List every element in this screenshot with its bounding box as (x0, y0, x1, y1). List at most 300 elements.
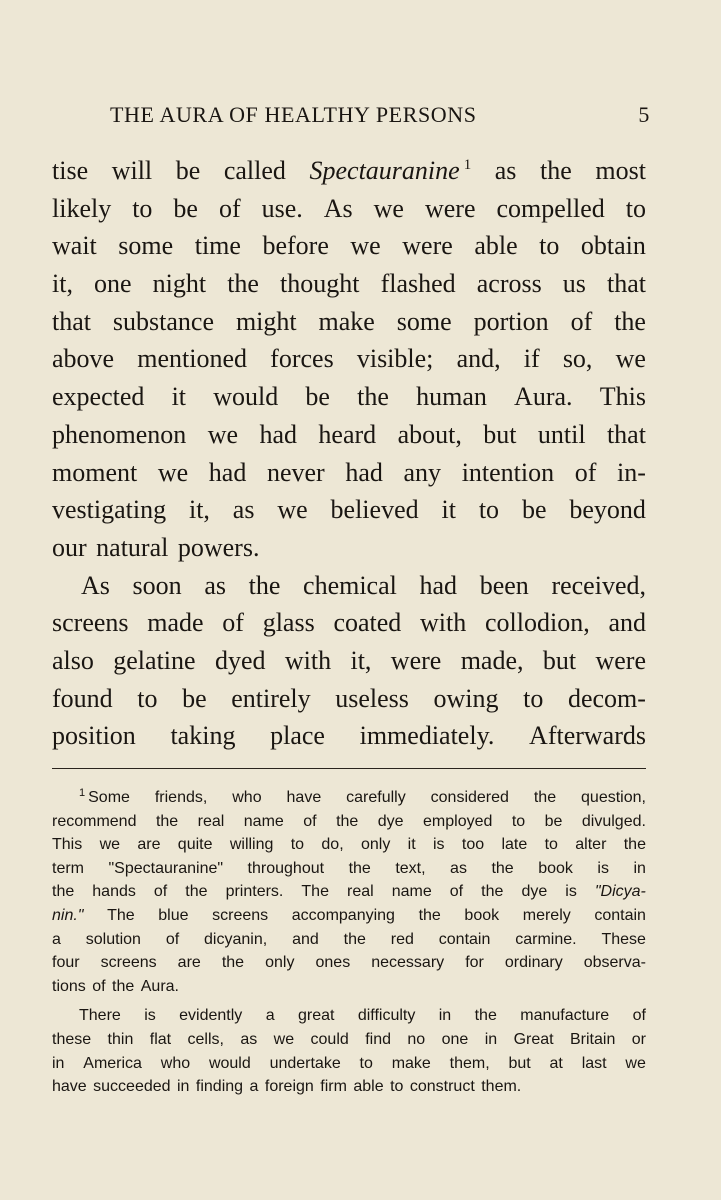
word: of (574, 457, 597, 487)
footnotes (52, 786, 646, 1099)
word: are (177, 954, 201, 972)
word: be (305, 382, 330, 412)
word: any (403, 457, 442, 487)
word: are (137, 836, 161, 854)
word: dyed (214, 645, 266, 675)
word: one (94, 269, 132, 299)
word: is (144, 1007, 156, 1025)
word: it, (350, 645, 372, 675)
word: phenomenon (52, 419, 187, 449)
word: who (160, 1054, 191, 1072)
word: too (461, 836, 485, 854)
word: we (99, 836, 121, 854)
word: had (259, 419, 297, 449)
word: place (270, 721, 325, 751)
word: owing (433, 683, 499, 713)
word: ones (315, 954, 351, 972)
word: have (52, 1078, 87, 1096)
word: had (345, 457, 383, 487)
word: will (111, 156, 153, 185)
footnote-line (52, 857, 646, 881)
word: thought (280, 269, 360, 299)
text-line (52, 680, 646, 718)
text-line (52, 454, 646, 492)
word: the (248, 570, 281, 600)
word: considered (430, 789, 509, 806)
word: do, (321, 836, 344, 854)
word: never (266, 457, 325, 487)
word: who (232, 789, 262, 806)
word: the (491, 859, 514, 877)
word: America (83, 1054, 142, 1072)
footnote-line (52, 810, 646, 834)
word: screens (52, 608, 129, 638)
word: solution (85, 930, 141, 948)
word: ordinary (504, 954, 563, 972)
word-emphasis (310, 152, 472, 190)
text-line (52, 604, 646, 642)
word: as (494, 156, 517, 185)
word: real (347, 883, 374, 901)
text-line (52, 227, 646, 265)
word: the (155, 812, 179, 830)
word: decom- (567, 683, 646, 713)
word: to (390, 1078, 404, 1096)
word: soon (132, 570, 182, 600)
word: received, (551, 570, 646, 600)
text-line (52, 416, 646, 454)
word: immediately. (359, 721, 495, 751)
word: is (433, 836, 445, 854)
word: real (197, 812, 225, 830)
word: the (348, 859, 371, 877)
word: the (481, 883, 504, 901)
word: only (360, 836, 391, 854)
word: the (227, 269, 259, 299)
word: to (511, 812, 526, 830)
word: as (240, 1030, 258, 1048)
word: likely (52, 193, 112, 223)
word: for (465, 954, 484, 972)
word: we (277, 495, 308, 525)
word: also (52, 645, 94, 675)
word: in (484, 1030, 498, 1048)
word: Britain (569, 1030, 616, 1048)
word: expected (52, 382, 145, 412)
text-line (52, 190, 646, 228)
word: we (350, 231, 381, 261)
word: if (523, 344, 540, 374)
page-number: 5 (638, 102, 650, 127)
word: the (343, 930, 366, 948)
word: the (221, 954, 245, 972)
text-line (52, 265, 646, 303)
word: dicyanin, (204, 930, 268, 948)
word: evidently (179, 1007, 243, 1025)
word: be (173, 193, 198, 223)
word: is (597, 859, 609, 877)
word: screens (212, 906, 269, 924)
word: to (132, 193, 153, 223)
word: but (483, 419, 517, 449)
word: the (336, 812, 359, 830)
word: blue (158, 906, 189, 924)
word: found (52, 683, 113, 713)
footnote-line (52, 904, 646, 928)
word: of (153, 883, 168, 901)
word: the (540, 156, 572, 185)
word: throughout (247, 859, 325, 877)
word: quite (177, 836, 213, 854)
word: find (365, 1030, 391, 1048)
word: mentioned (137, 344, 248, 374)
word: contain (594, 906, 646, 924)
word: able (474, 231, 518, 261)
word: the (474, 1007, 497, 1025)
word: the (112, 977, 135, 995)
word-emphasis: nin." (52, 906, 84, 924)
word: had (419, 570, 458, 600)
word: one (441, 1030, 469, 1048)
word: necessary (371, 954, 445, 972)
word: book (538, 859, 573, 877)
word: us (562, 269, 586, 299)
word: This (52, 836, 83, 854)
footnote-first-word (79, 786, 130, 810)
word: Spectauranine (309, 156, 460, 185)
word: night (152, 269, 207, 299)
word: it (441, 495, 456, 525)
word: useless (335, 683, 409, 713)
word: entirely (231, 683, 311, 713)
word: the (185, 883, 208, 901)
footnote-line (52, 1028, 646, 1052)
word: thin (107, 1030, 134, 1048)
word: in- (617, 457, 646, 487)
word: we (273, 1030, 295, 1048)
word: with (420, 608, 467, 638)
word: obtain (580, 231, 646, 261)
word: a (52, 930, 61, 948)
word: called (223, 156, 286, 185)
word: This (599, 382, 646, 412)
word: screens (100, 954, 157, 972)
word: the (357, 382, 389, 412)
word: as (204, 570, 226, 600)
word: it, (52, 269, 73, 299)
word: and, (456, 344, 501, 374)
word: of (449, 883, 464, 901)
running-head-title: THE AURA OF HEALTHY PERSONS (110, 102, 477, 127)
word: but (542, 645, 577, 675)
footnote-line (52, 786, 646, 810)
word: were (402, 231, 453, 261)
word: that (607, 269, 646, 299)
word: in (438, 1007, 452, 1025)
word: chemical (303, 570, 397, 600)
word: alter (575, 836, 607, 854)
footnote-line (52, 1004, 646, 1028)
word: in (52, 1054, 65, 1072)
word: only (265, 954, 295, 972)
word: gelatine (113, 645, 196, 675)
word: of (218, 193, 241, 223)
word: moment (52, 457, 138, 487)
word: book (464, 906, 500, 924)
word: to (137, 683, 158, 713)
word: friends, (154, 789, 208, 806)
word: could (310, 1030, 349, 1048)
word: Aura. (514, 382, 573, 412)
word: we (157, 457, 189, 487)
word: compelled (496, 193, 605, 223)
word: so, (562, 344, 593, 374)
word: would (208, 1054, 251, 1072)
word: be (182, 683, 207, 713)
word: across (476, 269, 542, 299)
text-line (52, 491, 646, 529)
word: There (79, 1007, 121, 1025)
word: to (290, 836, 305, 854)
word: believed (330, 495, 419, 525)
word: of (165, 930, 180, 948)
word: is (565, 883, 577, 901)
footnote-line (52, 1052, 646, 1076)
word: the (418, 906, 441, 924)
word: vestigating (52, 495, 167, 525)
word: before (262, 231, 329, 261)
word: to (359, 1054, 373, 1072)
word: some (118, 231, 174, 261)
word: with (284, 645, 332, 675)
word: until (537, 419, 586, 449)
word: of (92, 977, 106, 995)
word: at (549, 1054, 563, 1072)
word: to (544, 836, 558, 854)
word: hands (92, 883, 136, 901)
word: be (521, 495, 547, 525)
footnote-line (52, 975, 646, 999)
word: and (292, 930, 319, 948)
word: name (391, 883, 432, 901)
word: have (286, 789, 322, 806)
word: These (601, 930, 646, 948)
running-head (110, 98, 650, 132)
word: flat (149, 1030, 172, 1048)
word: we (207, 419, 239, 449)
word: four (52, 954, 80, 972)
word: red (390, 930, 414, 948)
word: natural (96, 532, 169, 562)
word-emphasis: "Dicya- (594, 883, 646, 901)
word: difficulty (357, 1007, 416, 1025)
word: we (625, 1054, 646, 1072)
word: that (52, 306, 91, 336)
word: to (625, 193, 646, 223)
word: dye (521, 883, 548, 901)
word: term (52, 859, 84, 877)
word: in (633, 859, 646, 877)
word: some (396, 306, 452, 336)
word: last (581, 1054, 607, 1072)
word: but (508, 1054, 531, 1072)
word: use. (261, 193, 303, 223)
word: finding (195, 1078, 244, 1096)
word: them, (449, 1054, 490, 1072)
word: above (52, 344, 115, 374)
word: visible; (356, 344, 434, 374)
word: the (614, 306, 646, 336)
word: these (52, 1030, 92, 1048)
word: that (606, 419, 646, 449)
word: been (479, 570, 529, 600)
word: tise (52, 156, 89, 185)
word: As (81, 570, 110, 600)
word: wait (52, 231, 97, 261)
word: "Spectauranine" (108, 859, 224, 877)
word: of (632, 1007, 646, 1025)
word: The (107, 906, 135, 924)
word: might (235, 306, 297, 336)
text-line (52, 378, 646, 416)
word: were (424, 193, 476, 223)
text-line (52, 642, 646, 680)
footnote-marker: 1 (79, 787, 86, 799)
word: we (615, 344, 646, 374)
word: make (318, 306, 375, 336)
word: powers. (177, 532, 260, 562)
word: recommend (52, 812, 137, 830)
word: made, (460, 645, 524, 675)
word: beyond (569, 495, 646, 525)
word: the (533, 789, 557, 806)
word: foreign (264, 1078, 314, 1096)
word: firm (320, 1078, 347, 1096)
main-text (52, 152, 646, 755)
word: The (301, 883, 329, 901)
word: it (171, 382, 187, 412)
word: substance (112, 306, 215, 336)
word: cells, (187, 1030, 224, 1048)
word: As (323, 193, 353, 223)
word: printers. (225, 883, 284, 901)
word: be (175, 156, 201, 185)
word: of (570, 306, 593, 336)
word: make (391, 1054, 431, 1072)
word: or (631, 1030, 646, 1048)
text-line (52, 303, 646, 341)
footnote-line (52, 928, 646, 952)
word: contain (438, 930, 491, 948)
word: Great (513, 1030, 554, 1048)
word: divulged. (581, 812, 646, 830)
word: heard (318, 419, 377, 449)
word: made (147, 608, 204, 638)
word: tions (52, 977, 86, 995)
word: the (52, 883, 75, 901)
word: it (407, 836, 416, 854)
word: of (303, 812, 317, 830)
word: Aura. (140, 977, 179, 995)
word: late (501, 836, 528, 854)
word: forces (270, 344, 334, 374)
word: we (373, 193, 404, 223)
word: question, (581, 789, 646, 806)
word: name (243, 812, 284, 830)
word: accompanying (291, 906, 395, 924)
word: were (390, 645, 442, 675)
word: portion (473, 306, 549, 336)
word: dye (377, 812, 404, 830)
word: manufacture (520, 1007, 610, 1025)
footnote-line (52, 1075, 646, 1099)
word: were (595, 645, 646, 675)
text-line (52, 340, 646, 378)
word: and (608, 608, 646, 638)
word: human (416, 382, 487, 412)
word: as (232, 495, 255, 525)
footnote-line (52, 880, 646, 904)
word: to (539, 231, 560, 261)
word: them. (481, 1078, 522, 1096)
word: coated (333, 608, 402, 638)
word: carmine. (515, 930, 577, 948)
word: carefully (346, 789, 406, 806)
word: the (623, 836, 646, 854)
word: succeeded (93, 1078, 171, 1096)
word: text, (395, 859, 426, 877)
word: Afterwards (529, 721, 646, 751)
word: able (353, 1078, 384, 1096)
word: a (249, 1078, 259, 1096)
word: would (213, 382, 279, 412)
footnote-divider (52, 768, 646, 769)
word: as (450, 859, 467, 877)
word: Some (88, 789, 130, 806)
text-line (52, 717, 646, 755)
word: to (523, 683, 544, 713)
word: merely (522, 906, 571, 924)
footnote-line (52, 833, 646, 857)
word: employed (423, 812, 493, 830)
word: it, (188, 495, 210, 525)
word: intention (461, 457, 555, 487)
word: taking (170, 721, 236, 751)
word: of (222, 608, 244, 638)
footnote-reference: 1 (463, 157, 472, 173)
word: most (595, 156, 646, 185)
text-line (52, 529, 646, 567)
word: construct (409, 1078, 475, 1096)
word: in (177, 1078, 190, 1096)
word: willing (229, 836, 274, 854)
word: to (478, 495, 500, 525)
word: position (52, 721, 136, 751)
word: about, (397, 419, 462, 449)
text-line (52, 567, 646, 605)
word: great (297, 1007, 335, 1025)
word: undertake (269, 1054, 341, 1072)
word: observa- (583, 954, 646, 972)
word: a (265, 1007, 275, 1025)
word: time (194, 231, 241, 261)
word: had (208, 457, 247, 487)
word: be (544, 812, 563, 830)
word: glass (262, 608, 315, 638)
word: our (52, 532, 87, 562)
text-line (52, 152, 646, 190)
word: flashed (380, 269, 456, 299)
